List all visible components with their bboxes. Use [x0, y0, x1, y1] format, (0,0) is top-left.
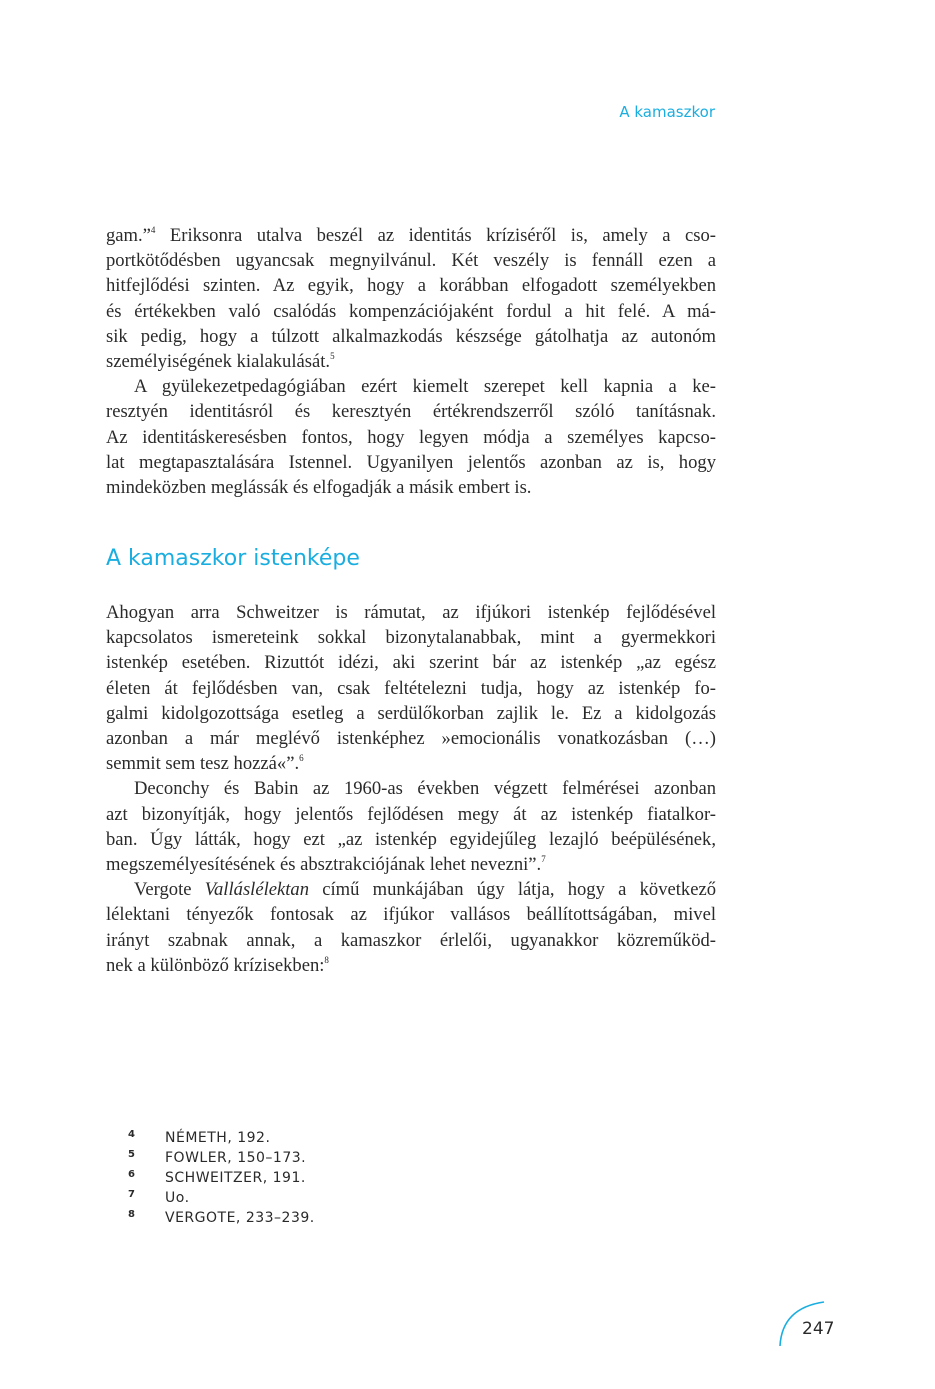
footnote-text: SCHWEITZER, 191. — [165, 1170, 306, 1186]
text-line: portkötődésben ugyancsak megnyilvánul. Két veszély is fennáll ezen a — [106, 250, 716, 272]
text-line: lélektani tényezők fontosak az ifjúkor vallásos beállítottságában, mivel — [106, 904, 716, 926]
text-line: gam.”$^4$ Eriksonra utalva beszél az identitás kríziséről is, amely a cso- — [106, 225, 716, 246]
text-line: irányt szabnak annak, a kamaszkor érlelői, ugyanakkor közreműköd- — [106, 929, 716, 951]
footnote-item — [128, 1208, 315, 1228]
footnote-number: 8 — [128, 1209, 135, 1220]
body-text-block-2 — [106, 600, 716, 978]
footnote-ref[interactable]: 8 — [324, 954, 329, 965]
footnote-number: 7 — [128, 1189, 135, 1200]
text-line: Deconchy és Babin az 1960-as években végzett felmérései azonban — [134, 778, 716, 800]
footnotes — [128, 1128, 315, 1228]
text-line: hitfejlődési szinten. Az egyik, hogy a korábban elfogadott személyekben — [106, 275, 716, 297]
text-line: semmit sem tesz hozzá«”.$^6$ — [106, 753, 304, 775]
text-line: ban. Úgy látták, hogy ezt „az istenkép egyidejűleg lezajló beépülésének, — [106, 828, 716, 850]
text-line: galmi kidolgozottsága esetleg a serdülőkorban zajlik le. Ez a kidolgozás — [106, 702, 716, 724]
footnote-ref[interactable]: 5 — [330, 351, 335, 362]
text-line: Az identitáskeresésben fontos, hogy legyen módja a személyes kapcso- — [106, 426, 716, 448]
footnote-item — [128, 1188, 315, 1208]
footnote-number: 4 — [128, 1129, 135, 1140]
text-line: nek a különböző krízisekben:$^8$ — [106, 954, 329, 976]
text-line: resztyén identitásról és keresztyén értékrendszerről szóló tanításnak. — [106, 401, 716, 423]
text-line: Vergote Valláslélektan című munkájában úgy látja, hogy a következő — [134, 879, 717, 901]
text-line: sik pedig, hogy a túlzott alkalmazkodás készsége gátolhatja az autonóm — [106, 325, 716, 347]
text-line: istenkép esetében. Rizuttót idézi, aki szerint bár az istenkép „az egész — [106, 652, 716, 674]
running-head: A kamaszkor — [619, 103, 715, 121]
footnote-text: Uo. — [165, 1190, 190, 1206]
body-text-block-1 — [106, 223, 716, 500]
text-line: életen át fejlődésben van, csak feltételezni tudja, hogy az istenkép fo- — [106, 677, 716, 699]
text-line: és értékekben való csalódás kompenzációjaként fordul a hit felé. A má- — [106, 300, 716, 322]
text-line: A gyülekezetpedagógiában ezért kiemelt szerepet kell kapnia a ke- — [134, 376, 716, 398]
footnote-item — [128, 1128, 315, 1148]
page-number: 247 — [802, 1319, 835, 1339]
text-line: lat megtapasztalására Istennel. Ugyanilyen jelentős azonban az is, hogy — [106, 451, 716, 473]
footnote-number: 6 — [128, 1169, 135, 1180]
footnote-ref[interactable]: 7 — [541, 854, 546, 865]
text-line: Ahogyan arra Schweitzer is rámutat, az ifjúkori istenkép fejlődésével — [106, 602, 716, 623]
footnote-text: NÉMETH, 192. — [165, 1130, 271, 1146]
text-line: azt bizonyítják, hogy jelentős fejlődésen megy át az istenkép fiatalkor- — [106, 803, 716, 825]
book-title: Valláslélektan — [204, 879, 310, 901]
footnote-text: VERGOTE, 233–239. — [165, 1210, 315, 1226]
footnote-item — [128, 1148, 315, 1168]
text-line: személyiségének kialakulását.$^5$ — [106, 351, 335, 373]
text-line: megszemélyesítésének és absztrakciójának lehet nevezni”.$^7$ — [106, 854, 546, 876]
footnote-ref[interactable]: 6 — [299, 753, 304, 764]
footnote-ref[interactable]: 4 — [150, 225, 156, 235]
footnote-item — [128, 1168, 315, 1188]
footnote-text: FOWLER, 150–173. — [165, 1150, 307, 1166]
text-line: azonban a már meglévő istenképhez »emocionális vonatkozásban (…) — [106, 728, 716, 750]
footnote-number: 5 — [128, 1149, 135, 1160]
page-number-ornament — [776, 1300, 836, 1348]
text-line: kapcsolatos ismereteink sokkal bizonytalanabbak, mint a gyermekkori — [106, 627, 716, 649]
section-heading: A kamaszkor istenképe — [106, 546, 360, 571]
text-line: mindeközben meglássák és elfogadják a másik embert is. — [106, 477, 532, 499]
